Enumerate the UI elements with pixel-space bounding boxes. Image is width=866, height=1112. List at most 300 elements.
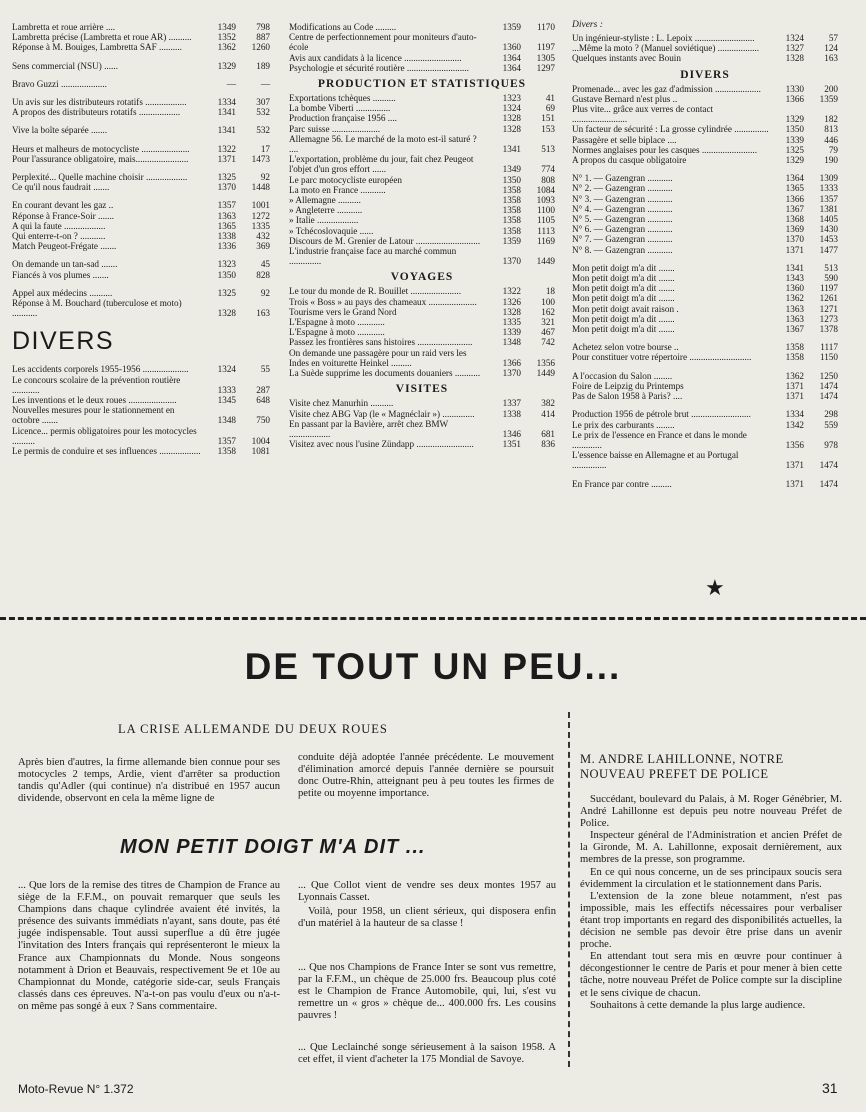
entry-issue: 1325 bbox=[217, 287, 236, 298]
entry-page: 446 bbox=[824, 134, 838, 145]
index-entry bbox=[572, 145, 838, 155]
entry-page: 1150 bbox=[819, 352, 838, 363]
entry-page: 124 bbox=[824, 43, 838, 54]
entry-page: 1105 bbox=[536, 215, 555, 226]
entry-title: A propos des distributeurs rotatifs .................. bbox=[12, 107, 181, 118]
entry-page: 182 bbox=[824, 114, 838, 125]
index-entry bbox=[12, 375, 270, 395]
index-entry bbox=[572, 479, 838, 489]
entry-title: En courant devant les gaz .. bbox=[12, 200, 114, 211]
index-entry bbox=[572, 234, 838, 244]
entry-page: 1297 bbox=[536, 62, 555, 73]
index-entry bbox=[12, 182, 270, 192]
entry-issue: 1358 bbox=[502, 215, 521, 226]
entry-page: 432 bbox=[256, 231, 270, 242]
entry-title: Passagère et selle biplace .... bbox=[572, 134, 677, 145]
divers-label: Divers : bbox=[572, 20, 603, 30]
index-entry bbox=[289, 246, 555, 266]
entry-title: On demande une passagère pour un raid vers les Indes en voiturette Heinkel ......... bbox=[289, 347, 467, 368]
entry-page: 532 bbox=[256, 107, 270, 118]
entry-title: Sens commercial (NSU) ...... bbox=[12, 60, 118, 71]
entry-page: 1448 bbox=[251, 182, 270, 193]
entry-issue: 1325 bbox=[785, 144, 804, 155]
entry-issue: 1341 bbox=[502, 144, 521, 155]
entry-title: L'industrie française face au marché commun .............. bbox=[289, 246, 457, 267]
entry-issue: 1366 bbox=[502, 357, 521, 368]
entry-title: A propos du casque obligatoire bbox=[572, 155, 687, 166]
entry-page: 513 bbox=[541, 144, 555, 155]
index-entry bbox=[289, 297, 555, 307]
index-entry bbox=[289, 53, 555, 63]
entry-title: L'exportation, problème du jour, fait chez Peugeot l'objet d'un gros effort ...... bbox=[289, 154, 474, 175]
entry-title: N° 5. — Gazengran ........... bbox=[572, 214, 673, 225]
entry-issue: 1328 bbox=[785, 53, 804, 64]
entry-title: Pour l'assurance obligatoire, mais....................... bbox=[12, 153, 189, 164]
entry-issue: 1349 bbox=[217, 22, 236, 32]
entry-title: Allemagne 56. Le marché de la moto est-il saturé ? .... bbox=[289, 133, 477, 155]
entry-page: 742 bbox=[541, 337, 555, 348]
entry-title: » Angleterre ........... bbox=[289, 205, 363, 216]
entry-issue: 1348 bbox=[217, 415, 236, 426]
entry-page: — bbox=[260, 78, 270, 89]
divers-heading: DIVERS bbox=[12, 327, 115, 356]
entry-title: Visite chez Manurhin .......... bbox=[289, 398, 394, 409]
prefet-p5: En attendant tout sera mis en œuvre pour continuer à décongestionner le centre de Paris et pour mener à bien cette tâche, notre nouveau Préfet de Police compte sur la discipline et le sens civique de chacun. bbox=[580, 951, 842, 999]
entry-page: 1453 bbox=[819, 234, 838, 245]
entry-page: 92 bbox=[260, 287, 270, 298]
entry-issue: 1371 bbox=[785, 391, 804, 402]
index-entry bbox=[572, 283, 838, 293]
entry-issue: 1364 bbox=[502, 62, 521, 73]
entry-issue: 1368 bbox=[785, 214, 804, 225]
entry-issue: 1371 bbox=[785, 478, 804, 489]
entry-issue: 1370 bbox=[785, 234, 804, 245]
entry-page: 813 bbox=[824, 124, 838, 135]
entry-title: Licence... permis obligatoires pour les motocycles .......... bbox=[12, 425, 197, 446]
index-entry bbox=[289, 175, 555, 185]
entry-issue: 1324 bbox=[217, 364, 236, 375]
entry-title: L'Espagne à moto ............ bbox=[289, 327, 385, 338]
entry-issue: 1357 bbox=[217, 435, 236, 446]
prefet-p1: Succédant, boulevard du Palais, à M. Roger Génébrier, M. André Lahillonne est depuis peu notre nouveau Préfet de Police. bbox=[580, 794, 842, 830]
index-entry bbox=[12, 200, 270, 210]
entry-title: Mon petit doigt m'a dit ....... bbox=[572, 262, 675, 273]
entry-title: Réponse à M. Bouiges, Lambretta SAF .......... bbox=[12, 42, 182, 53]
entry-issue: 1349 bbox=[502, 164, 521, 175]
entry-title: Le permis de conduire et ses influences .................. bbox=[12, 446, 201, 457]
mpd-title: MON PETIT DOIGT M'A DIT ... bbox=[120, 836, 426, 858]
entry-issue: 1333 bbox=[217, 384, 236, 395]
entry-issue: 1370 bbox=[217, 182, 236, 193]
index-entry bbox=[289, 317, 555, 327]
index-entry bbox=[572, 342, 838, 352]
entry-title: N° 2. — Gazengran ........... bbox=[572, 183, 673, 194]
entry-page: 1309 bbox=[819, 173, 838, 184]
entry-page: 55 bbox=[260, 364, 270, 375]
entry-issue: 1326 bbox=[502, 296, 521, 307]
entry-title: Visite chez ABG Vap (le « Magnéclair ») .............. bbox=[289, 408, 475, 419]
entry-page: 100 bbox=[541, 296, 555, 307]
index-entry bbox=[12, 97, 270, 107]
entry-title: Lambretta précise (Lambretta et roue AR) .......... bbox=[12, 32, 192, 43]
index-entry bbox=[12, 395, 270, 405]
entry-title: La moto en France ........... bbox=[289, 184, 386, 195]
entry-issue: 1346 bbox=[502, 428, 521, 439]
entry-issue: 1338 bbox=[502, 408, 521, 419]
entry-title: A qui la faute .................. bbox=[12, 220, 106, 231]
entry-title: Normes anglaises pour les casques ........................ bbox=[572, 144, 757, 155]
footer-page-number: 31 bbox=[822, 1080, 838, 1096]
index-entry bbox=[12, 221, 270, 231]
entry-page: 151 bbox=[541, 113, 555, 124]
entry-issue: 1330 bbox=[785, 83, 804, 94]
entry-page: 1084 bbox=[536, 184, 555, 195]
entry-page: 287 bbox=[256, 384, 270, 395]
entry-page: 798 bbox=[256, 22, 270, 32]
dashed-divider bbox=[0, 617, 866, 620]
index-entry bbox=[572, 214, 838, 224]
footer-magazine: Moto-Revue N° 1.372 bbox=[18, 1082, 134, 1096]
index-entry bbox=[572, 84, 838, 94]
entry-issue: 1363 bbox=[785, 313, 804, 324]
entry-issue: 1371 bbox=[785, 380, 804, 391]
entry-title: Les accidents corporels 1955-1956 .................... bbox=[12, 364, 189, 375]
index-entry bbox=[12, 288, 270, 298]
entry-page: 1381 bbox=[819, 203, 838, 214]
entry-page: 887 bbox=[256, 32, 270, 43]
entry-page: 298 bbox=[824, 409, 838, 420]
index-entry bbox=[572, 155, 838, 165]
entry-title: Pas de Salon 1958 à Paris? .... bbox=[572, 391, 683, 402]
entry-page: 828 bbox=[256, 269, 270, 280]
visites-heading: VISITES bbox=[395, 383, 449, 396]
index-entry bbox=[12, 259, 270, 269]
entry-title: Gustave Bernard n'est plus .. bbox=[572, 93, 678, 104]
entry-title: N° 3. — Gazengran ........... bbox=[572, 193, 673, 204]
entry-issue: 1369 bbox=[785, 224, 804, 235]
index-column-1 bbox=[12, 22, 270, 456]
index-entry bbox=[289, 398, 555, 408]
entry-issue: 1364 bbox=[785, 173, 804, 184]
index-entry bbox=[572, 304, 838, 314]
index-entry bbox=[289, 32, 555, 52]
entry-title: Promenade... avec les gaz d'admission .................... bbox=[572, 83, 761, 94]
entry-issue: 1336 bbox=[217, 241, 236, 252]
entry-page: 1430 bbox=[819, 224, 838, 235]
entry-title: Heurs et malheurs de motocycliste ..................... bbox=[12, 143, 190, 154]
production-heading: PRODUCTION ET STATISTIQUES bbox=[317, 78, 527, 91]
entry-page: 1004 bbox=[251, 435, 270, 446]
index-entry bbox=[12, 154, 270, 164]
entry-issue: 1338 bbox=[217, 231, 236, 242]
entry-title: Le prix des carburants ........ bbox=[572, 419, 675, 430]
entry-page: 17 bbox=[260, 143, 270, 154]
index-entry bbox=[572, 430, 838, 450]
entry-title: Lambretta et roue arrière .... bbox=[12, 22, 116, 32]
entry-page: 1081 bbox=[251, 446, 270, 457]
page-headline: DE TOUT UN PEU... bbox=[244, 646, 622, 687]
index-entry bbox=[572, 173, 838, 183]
index-entry bbox=[289, 124, 555, 134]
entry-page: 1333 bbox=[819, 183, 838, 194]
entry-issue: 1358 bbox=[502, 225, 521, 236]
index-entry bbox=[572, 204, 838, 214]
entry-page: 153 bbox=[541, 123, 555, 134]
entry-title: Vive la boîte séparée ....... bbox=[12, 125, 108, 136]
entry-title: Réponse à M. Bouchard (tuberculose et moto) ........... bbox=[12, 298, 182, 319]
voyages-heading: VOYAGES bbox=[390, 271, 454, 284]
prefet-p4: L'extension de la zone bleue notamment, n'est pas impossible, mais les effectifs nécessaires pour verbaliser étant trop importants en regard des disponibilités actuelles, la décision ne semble pas devoir être prise dans un avenir proche. bbox=[580, 890, 842, 951]
entry-title: » Italie .................. bbox=[289, 215, 359, 226]
entry-issue: 1356 bbox=[785, 439, 804, 450]
entry-page: 307 bbox=[256, 97, 270, 108]
entry-title: L'Espagne à moto ............ bbox=[289, 317, 385, 328]
entry-title: Achetez selon votre bourse .. bbox=[572, 342, 679, 353]
entry-issue: 1328 bbox=[502, 113, 521, 124]
index-entry bbox=[12, 42, 270, 52]
index-entry bbox=[572, 104, 838, 124]
entry-issue: 1322 bbox=[217, 143, 236, 154]
entry-issue: 1329 bbox=[785, 114, 804, 125]
mpd-mid-text-2: Voilà, pour 1958, un client sérieux, qui disposera enfin d'un matériel à la hauteur de sa classe ! bbox=[298, 906, 556, 930]
entry-issue: 1364 bbox=[502, 52, 521, 63]
index-entry bbox=[12, 241, 270, 251]
index-entry bbox=[289, 205, 555, 215]
entry-issue: 1359 bbox=[502, 22, 521, 32]
index-entry bbox=[572, 43, 838, 53]
entry-issue: 1328 bbox=[502, 306, 521, 317]
entry-issue: 1365 bbox=[785, 183, 804, 194]
entry-page: 382 bbox=[541, 398, 555, 409]
entry-title: Mon petit doigt m'a dit ....... bbox=[572, 324, 675, 335]
entry-issue: 1359 bbox=[502, 235, 521, 246]
index-entry bbox=[12, 125, 270, 135]
entry-title: N° 4. — Gazengran ........... bbox=[572, 203, 673, 214]
entry-issue: 1370 bbox=[502, 256, 521, 267]
index-entry bbox=[289, 368, 555, 378]
index-entry bbox=[289, 22, 555, 32]
crise-paragraph-1: Après bien d'autres, la firme allemande bien connue pour ses motocycles 2 temps, Ardie, vient d'arrêter sa production tandis qu'Adler (qui continue) n'a distribué en 1957 aucun dividende, observont en cela la même ligne de bbox=[18, 757, 280, 805]
entry-page: 1359 bbox=[819, 93, 838, 104]
index-entry bbox=[572, 391, 838, 401]
entry-title: Tourisme vers le Grand Nord bbox=[289, 306, 397, 317]
entry-issue: 1351 bbox=[502, 439, 521, 450]
entry-title: Mon petit doigt m'a dit ....... bbox=[572, 283, 675, 294]
entry-page: 1260 bbox=[251, 42, 270, 53]
entry-page: 1474 bbox=[819, 380, 838, 391]
entry-issue: 1341 bbox=[785, 262, 804, 273]
entry-page: 808 bbox=[541, 174, 555, 185]
entry-issue: 1343 bbox=[785, 273, 804, 284]
entry-title: N° 7. — Gazengran ........... bbox=[572, 234, 673, 245]
entry-title: Fiancés à vos plumes ....... bbox=[12, 269, 109, 280]
entry-title: Réponse à France-Soir ....... bbox=[12, 210, 115, 221]
entry-issue: 1371 bbox=[217, 153, 236, 164]
index-entry bbox=[289, 93, 555, 103]
entry-page: 513 bbox=[824, 262, 838, 273]
entry-title: Centre de perfectionnement pour moniteurs d'auto-école bbox=[289, 32, 477, 53]
entry-issue: 1328 bbox=[217, 308, 236, 319]
entry-page: 1093 bbox=[536, 195, 555, 206]
entry-issue: 1363 bbox=[217, 210, 236, 221]
entry-title: » Allemagne .......... bbox=[289, 195, 361, 206]
mpd-mid-text-1: ... Que Collot vient de vendre ses deux montes 1957 au Lyonnais Casset. bbox=[298, 880, 556, 904]
entry-title: La Suède supprime les documents douaniers ........... bbox=[289, 368, 481, 379]
index-entry bbox=[12, 107, 270, 117]
entry-page: 190 bbox=[824, 155, 838, 166]
entry-issue: 1322 bbox=[502, 286, 521, 297]
index-entry bbox=[12, 211, 270, 221]
entry-issue: 1360 bbox=[785, 283, 804, 294]
prefet-title: M. ANDRE LAHILLONNE, NOTRE NOUVEAU PREFET DE POLICE bbox=[580, 752, 784, 781]
index-entry bbox=[289, 154, 555, 174]
index-entry bbox=[572, 409, 838, 419]
entry-issue: 1365 bbox=[217, 220, 236, 231]
entry-issue: 1329 bbox=[217, 60, 236, 71]
entry-page: 1170 bbox=[536, 22, 555, 32]
entry-title: Production française 1956 .... bbox=[289, 113, 397, 124]
entry-page: 369 bbox=[256, 241, 270, 252]
entry-issue: 1357 bbox=[217, 200, 236, 211]
entry-issue: 1325 bbox=[217, 172, 236, 183]
entry-page: 79 bbox=[828, 144, 838, 155]
entry-page: 681 bbox=[541, 428, 555, 439]
index-entry bbox=[289, 307, 555, 317]
entry-issue: 1363 bbox=[785, 303, 804, 314]
entry-title: Un ingénieur-styliste : L. Lepoix .......................... bbox=[572, 33, 755, 43]
entry-issue: 1371 bbox=[785, 460, 804, 471]
entry-issue: 1358 bbox=[785, 352, 804, 363]
entry-page: 1272 bbox=[251, 210, 270, 221]
entry-title: Match Peugeot-Frégate ....... bbox=[12, 241, 117, 252]
entry-title: Exportations tchèques .......... bbox=[289, 93, 396, 104]
entry-issue: 1339 bbox=[785, 134, 804, 145]
entry-page: 1113 bbox=[537, 225, 555, 236]
index-entry bbox=[289, 134, 555, 154]
column-separator bbox=[568, 712, 570, 1067]
entry-title: A l'occasion du Salon ........ bbox=[572, 370, 673, 381]
entry-page: 836 bbox=[541, 439, 555, 450]
entry-issue: 1348 bbox=[502, 337, 521, 348]
entry-page: 1261 bbox=[819, 293, 838, 304]
divers-heading-right: DIVERS bbox=[680, 68, 730, 81]
entry-title: Mon petit doigt m'a dit ....... bbox=[572, 293, 675, 304]
index-entry bbox=[572, 420, 838, 430]
index-entry bbox=[572, 245, 838, 255]
entry-page: 1197 bbox=[819, 283, 838, 294]
index-entry bbox=[572, 352, 838, 362]
index-entry bbox=[572, 371, 838, 381]
index-entry bbox=[289, 226, 555, 236]
entry-title: Ce qu'il nous faudrait ....... bbox=[12, 182, 110, 193]
index-entry bbox=[12, 298, 270, 318]
index-entry bbox=[289, 113, 555, 123]
entry-issue: 1358 bbox=[502, 195, 521, 206]
entry-title: N° 1. — Gazengran ........... bbox=[572, 173, 673, 184]
entry-issue: 1334 bbox=[785, 409, 804, 420]
entry-title: On demande un tan-sad ....... bbox=[12, 259, 118, 270]
index-entry bbox=[572, 124, 838, 134]
index-entry bbox=[289, 327, 555, 337]
entry-issue: — bbox=[226, 78, 236, 89]
index-entry bbox=[12, 405, 270, 425]
entry-page: 1271 bbox=[819, 303, 838, 314]
entry-issue: 1362 bbox=[785, 370, 804, 381]
index-entry bbox=[572, 33, 838, 43]
index-entry bbox=[572, 293, 838, 303]
entry-title: Plus vite... grâce aux verres de contact ........................ bbox=[572, 104, 714, 125]
entry-issue: 1371 bbox=[785, 244, 804, 255]
entry-title: Le prix de l'essence en France et dans le monde ............. bbox=[572, 429, 747, 450]
entry-title: N° 6. — Gazengran ........... bbox=[572, 224, 673, 235]
entry-page: 45 bbox=[260, 259, 270, 270]
entry-page: 1100 bbox=[536, 205, 555, 216]
entry-title: Un facteur de sécurité : La grosse cylindrée ............... bbox=[572, 124, 769, 135]
entry-title: Le tour du monde de R. Bouillet ...................... bbox=[289, 286, 461, 297]
entry-title: Visitez avec nous l'usine Zündapp ......................... bbox=[289, 439, 474, 450]
entry-title: Pour constituer votre répertoire ........................... bbox=[572, 352, 752, 363]
entry-page: 1356 bbox=[536, 357, 555, 368]
index-entry bbox=[572, 450, 838, 470]
entry-page: 532 bbox=[256, 125, 270, 136]
index-entry bbox=[289, 195, 555, 205]
entry-title: Le parc motocycliste européen bbox=[289, 174, 403, 185]
entry-issue: 1358 bbox=[785, 342, 804, 353]
entry-page: 41 bbox=[545, 93, 555, 104]
index-entry bbox=[289, 103, 555, 113]
index-entry bbox=[289, 419, 555, 439]
prefet-article bbox=[580, 752, 842, 1012]
entry-title: Qui enterre-t-on ? ........... bbox=[12, 231, 106, 242]
entry-title: Perplexité... Quelle machine choisir .................. bbox=[12, 172, 188, 183]
index-entry bbox=[289, 337, 555, 347]
entry-title: Le concours scolaire de la prévention routière ............ bbox=[12, 374, 181, 395]
entry-title: Avis aux candidats à la licence ......................... bbox=[289, 52, 462, 63]
index-entry bbox=[572, 224, 838, 234]
entry-title: Passez les frontières sans histoires ........................ bbox=[289, 337, 473, 348]
mpd-mid-text-3: ... Que nos Champions de France Inter se sont vus remettre, par la F.F.M., un chèque de 25.000 frs. Beaucoup plus coté est le Champion de France Automobile, qui, lui, s'est vu remettre un « gros » chèque de... 400.000 frs. Les cousins pauvres ! bbox=[298, 962, 556, 1022]
entry-page: 1449 bbox=[536, 256, 555, 267]
entry-issue: 1366 bbox=[785, 93, 804, 104]
crise-paragraph-2: conduite déjà adoptée l'année précédente. Le mouvement d'élimination amorcé depuis l'année dernière se poursuit donc Outre-Rhin, atteignant peu à peu toutes les firmes de petite ou moyenne importance. bbox=[298, 752, 554, 800]
entry-page: 648 bbox=[256, 395, 270, 406]
entry-page: 18 bbox=[545, 286, 555, 297]
index-column-2 bbox=[289, 22, 555, 449]
entry-page: 321 bbox=[541, 317, 555, 328]
entry-issue: 1339 bbox=[502, 327, 521, 338]
index-entry bbox=[289, 409, 555, 419]
entry-page: 1117 bbox=[820, 342, 838, 353]
index-entry bbox=[572, 314, 838, 324]
entry-issue: 1367 bbox=[785, 203, 804, 214]
entry-title: Psychologie et sécurité routière ........................... bbox=[289, 62, 469, 73]
entry-page: 1378 bbox=[819, 324, 838, 335]
prefet-p6: Souhaitons à cette demande la plus large audience. bbox=[590, 999, 806, 1011]
entry-page: 1001 bbox=[251, 200, 270, 211]
entry-issue: 1366 bbox=[785, 193, 804, 204]
index-entry bbox=[572, 273, 838, 283]
entry-title: Nouvelles mesures pour le stationnement en octobre ....... bbox=[12, 405, 175, 426]
entry-issue: 1324 bbox=[785, 33, 804, 43]
entry-page: 1305 bbox=[536, 52, 555, 63]
entry-page: 467 bbox=[541, 327, 555, 338]
index-entry bbox=[12, 32, 270, 42]
index-entry bbox=[572, 381, 838, 391]
entry-title: La bombe Viberti ............... bbox=[289, 103, 391, 114]
crise-title: LA CRISE ALLEMANDE DU DEUX ROUES bbox=[118, 722, 388, 736]
entry-issue: 1370 bbox=[502, 368, 521, 379]
entry-issue: 1367 bbox=[785, 324, 804, 335]
